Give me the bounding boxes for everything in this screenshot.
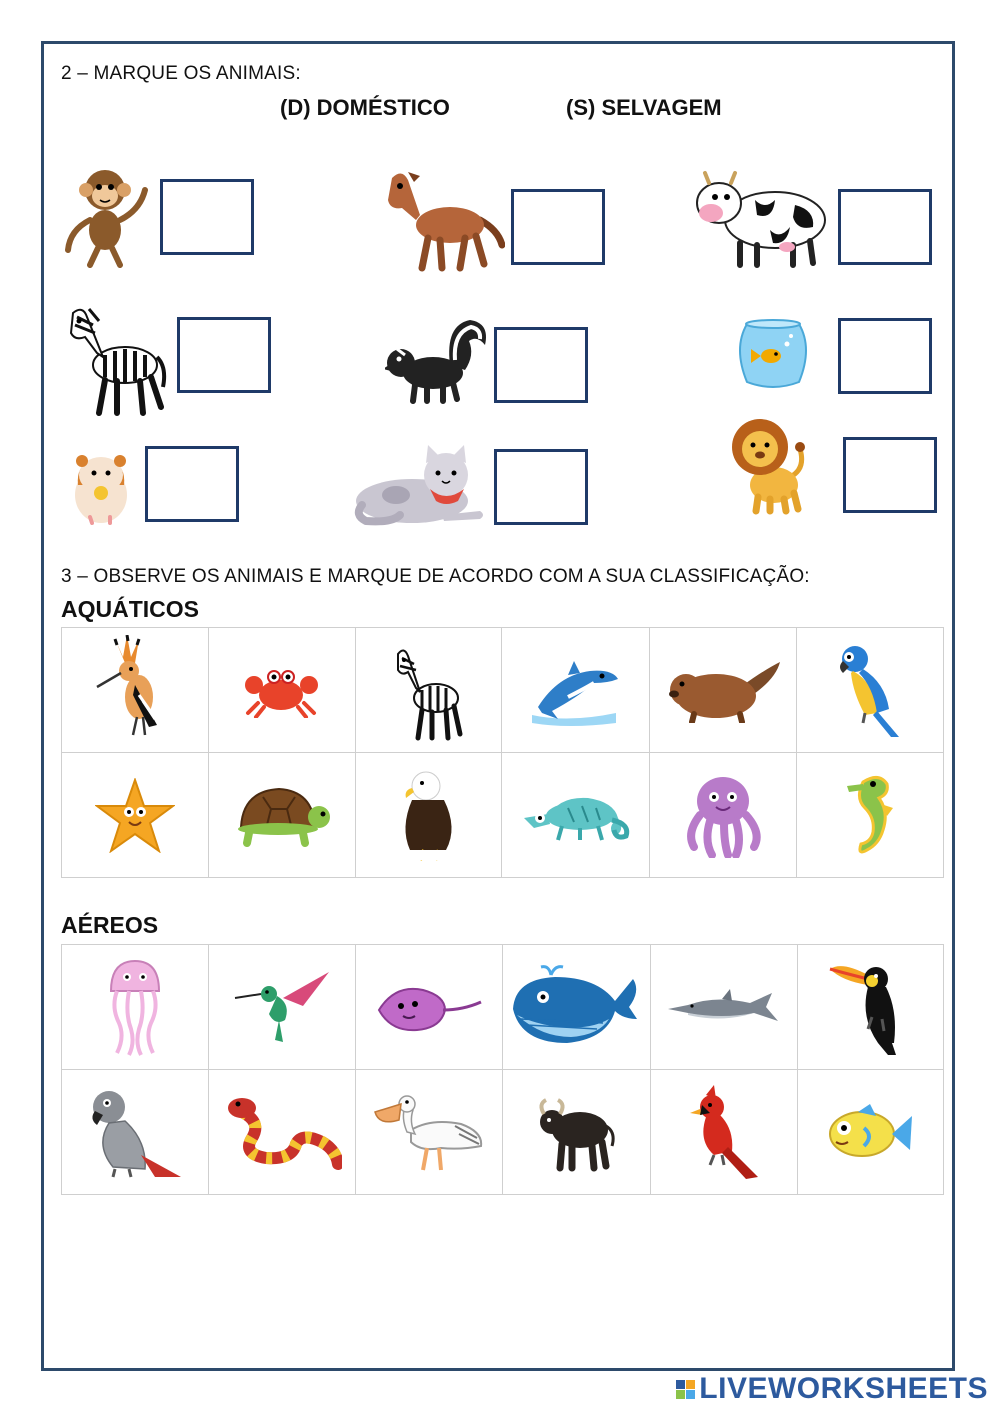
- cell-seahorse[interactable]: [797, 753, 944, 878]
- cell-hummingbird[interactable]: [208, 945, 355, 1070]
- fishbowl-icon: [733, 318, 813, 390]
- wild-legend: (S) SELVAGEM: [566, 95, 722, 120]
- turtle-icon: [233, 783, 331, 848]
- cell-pelican[interactable]: [355, 1070, 502, 1195]
- table-row: [62, 945, 944, 1070]
- domestic-legend: (D) DOMÉSTICO: [280, 95, 450, 120]
- beaver-icon: [664, 658, 782, 723]
- cat-icon: [352, 445, 490, 527]
- parrot-icon: [85, 1085, 185, 1180]
- answer-box-cat[interactable]: [494, 449, 588, 525]
- seahorse-icon: [843, 768, 898, 863]
- whale-icon: [511, 965, 641, 1050]
- aquatic-grid: [61, 627, 944, 878]
- cell-snake[interactable]: [208, 1070, 355, 1195]
- zebra-icon: [394, 638, 464, 743]
- answer-box-fishbowl[interactable]: [838, 318, 932, 394]
- cell-hoopoe[interactable]: [62, 628, 209, 753]
- toucan-icon: [828, 957, 913, 1057]
- bull-icon: [536, 1092, 616, 1172]
- cell-jellyfish[interactable]: [62, 945, 209, 1070]
- cell-octopus[interactable]: [649, 753, 796, 878]
- liveworksheets-logo: [676, 1372, 988, 1406]
- snake-icon: [222, 1092, 342, 1172]
- cell-toucan[interactable]: [797, 945, 943, 1070]
- zebra-icon: [65, 295, 170, 420]
- answer-box-skunk[interactable]: [494, 327, 588, 403]
- jellyfish-icon: [107, 957, 162, 1057]
- pelican-icon: [371, 1090, 486, 1175]
- cell-stingray[interactable]: [355, 945, 502, 1070]
- table-row: [62, 753, 944, 878]
- answer-box-monkey[interactable]: [160, 179, 254, 255]
- cow-icon: [695, 165, 835, 270]
- answer-box-horse[interactable]: [511, 189, 605, 265]
- table-row: [62, 628, 944, 753]
- cell-turtle[interactable]: [208, 753, 355, 878]
- aquatic-label: AQUÁTICOS: [61, 596, 199, 622]
- table-row: [62, 1070, 944, 1195]
- aerial-label: AÉREOS: [61, 912, 159, 938]
- macaw-icon: [835, 643, 905, 738]
- answer-box-zebra[interactable]: [177, 317, 271, 393]
- cell-macaw[interactable]: [797, 628, 944, 753]
- cell-parrot[interactable]: [62, 1070, 209, 1195]
- crab-icon: [244, 663, 319, 718]
- aerial-grid: [61, 944, 944, 1195]
- cell-zebra[interactable]: [355, 628, 502, 753]
- lion-icon: [728, 415, 808, 515]
- river-dolphin-icon: [666, 987, 781, 1027]
- question-2-heading: 2 – MARQUE OS ANIMAIS:: [61, 63, 301, 84]
- starfish-icon: [95, 778, 175, 853]
- dolphin-icon: [528, 653, 623, 728]
- skunk-icon: [385, 315, 490, 405]
- liveworksheets-mark-icon: [676, 1380, 695, 1399]
- eagle-icon: [394, 768, 464, 863]
- brand-name: LIVEWORKSHEETS: [699, 1372, 988, 1405]
- cell-bull[interactable]: [503, 1070, 651, 1195]
- answer-box-hamster[interactable]: [145, 446, 239, 522]
- cell-cardinal[interactable]: [650, 1070, 797, 1195]
- question-3-heading: 3 – OBSERVE OS ANIMAIS E MARQUE DE ACORDO COM A SUA CLASSIFICAÇÃO:: [61, 566, 810, 587]
- answer-box-lion[interactable]: [843, 437, 937, 513]
- cardinal-icon: [684, 1085, 764, 1180]
- horse-icon: [380, 160, 505, 275]
- chameleon-icon: [518, 788, 633, 843]
- cell-whale[interactable]: [503, 945, 651, 1070]
- fish-icon: [828, 1102, 913, 1162]
- cell-dolphin[interactable]: [502, 628, 649, 753]
- monkey-icon: [60, 160, 155, 270]
- cell-eagle[interactable]: [355, 753, 502, 878]
- answer-box-cow[interactable]: [838, 189, 932, 265]
- cell-fish[interactable]: [797, 1070, 943, 1195]
- stingray-icon: [375, 980, 483, 1035]
- hummingbird-icon: [233, 970, 331, 1045]
- hoopoe-icon: [95, 635, 175, 745]
- cell-beaver[interactable]: [649, 628, 796, 753]
- octopus-icon: [676, 773, 771, 858]
- cell-chameleon[interactable]: [502, 753, 649, 878]
- cell-crab[interactable]: [208, 628, 355, 753]
- cell-river-dolphin[interactable]: [650, 945, 797, 1070]
- cell-starfish[interactable]: [62, 753, 209, 878]
- hamster-icon: [70, 445, 132, 525]
